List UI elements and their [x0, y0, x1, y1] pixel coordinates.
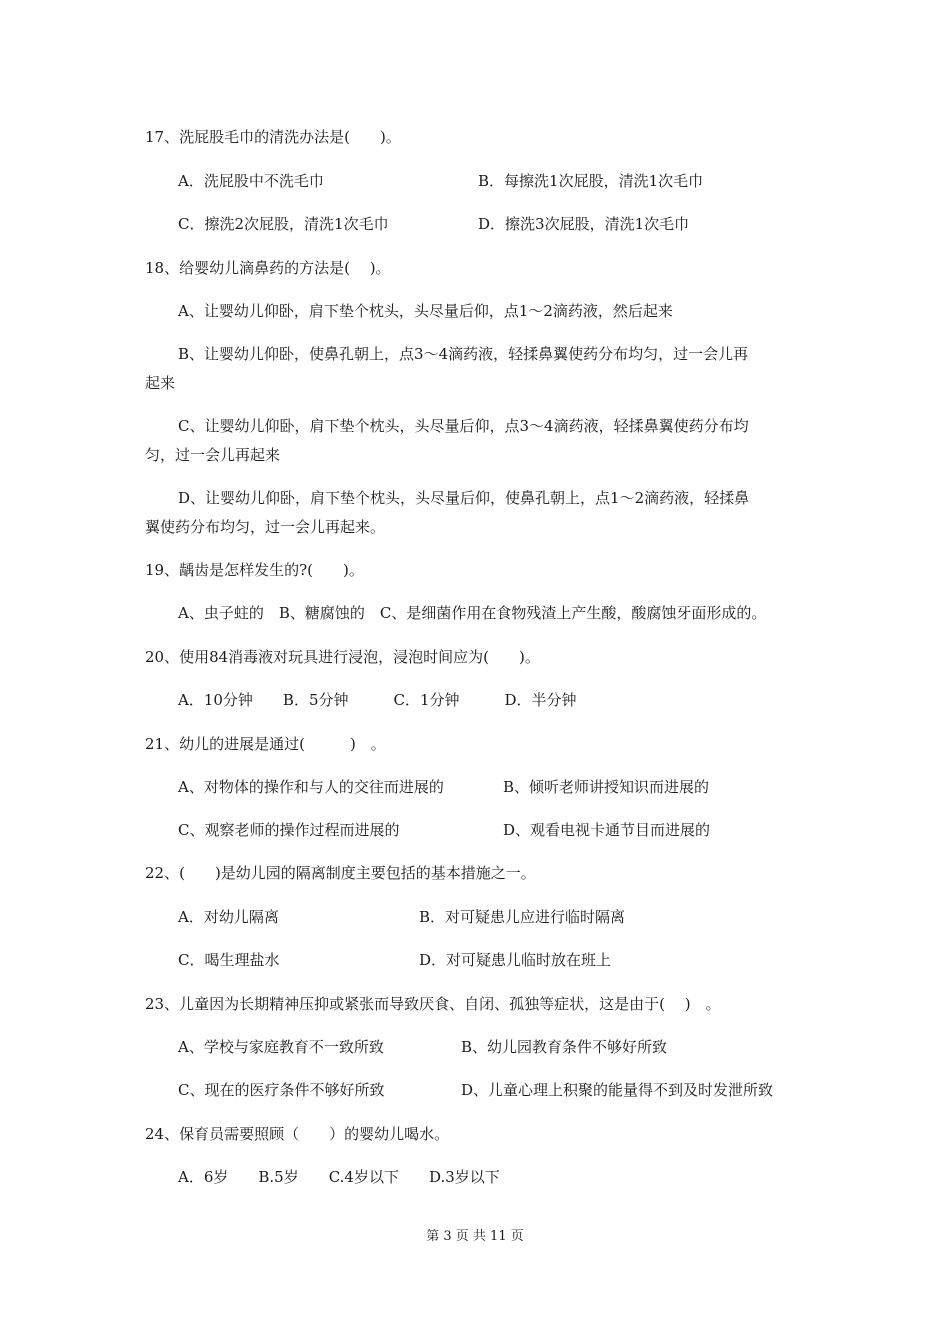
question-18-option-b-continued: 起来 — [145, 374, 176, 392]
question-17-option-d: D．擦洗3次屁股，清洗1次毛巾 — [478, 215, 690, 233]
question-20-options: A．10分钟 B．5分钟 C．1分钟 D．半分钟 — [178, 691, 577, 709]
question-19-options: A、虫子蛀的 B、糖腐蚀的 C、是细菌作用在食物残渣上产生酸，酸腐蚀牙面形成的。 — [178, 604, 767, 622]
question-24-options: A．6岁 B.5岁 C.4岁以下 D.3岁以下 — [178, 1168, 500, 1186]
question-20-stem: 20、使用84消毒液对玩具进行浸泡，浸泡时间应为( )。 — [145, 648, 540, 666]
question-18-option-a: A、让婴幼儿仰卧，肩下垫个枕头，头尽量后仰，点1～2滴药液，然后起来 — [178, 302, 673, 320]
question-19-stem: 19、龋齿是怎样发生的?( )。 — [145, 561, 364, 579]
question-22-option-d: D．对可疑患儿临时放在班上 — [419, 951, 612, 969]
question-18-option-d: D、让婴幼儿仰卧，肩下垫个枕头，头尽量后仰，使鼻孔朝上，点1～2滴药液，轻揉鼻 — [178, 489, 750, 507]
question-17-option-a: A．洗屁股中不洗毛巾 — [178, 172, 324, 190]
question-21-option-a: A、对物体的操作和与人的交往而进展的 — [178, 778, 444, 796]
question-22-option-b: B．对可疑患儿应进行临时隔离 — [419, 908, 626, 926]
question-23-option-b: B、幼儿园教育条件不够好所致 — [461, 1038, 668, 1056]
question-17-option-c: C．擦洗2次屁股，清洗1次毛巾 — [178, 215, 389, 233]
question-22-stem: 22、( )是幼儿园的隔离制度主要包括的基本措施之一。 — [145, 864, 536, 882]
question-17-stem: 17、洗屁股毛巾的清洗办法是( )。 — [145, 128, 401, 146]
question-23-option-a: A、学校与家庭教育不一致所致 — [178, 1038, 384, 1056]
question-18-option-c-continued: 匀，过一会儿再起来 — [145, 446, 281, 464]
question-21-option-d: D、观看电视卡通节目而进展的 — [503, 821, 711, 839]
question-23-stem: 23、儿童因为长期精神压抑或紧张而导致厌食、自闭、孤独等症状，这是由于( ) 。 — [145, 995, 721, 1013]
question-18-option-c: C、让婴幼儿仰卧，肩下垫个枕头，头尽量后仰，点3～4滴药液，轻揉鼻翼使药分布均 — [178, 417, 749, 435]
question-21-option-b: B、倾听老师讲授知识而进展的 — [503, 778, 710, 796]
question-22-option-a: A．对幼儿隔离 — [178, 908, 279, 926]
question-24-stem: 24、保育员需要照顾（ ）的婴幼儿喝水。 — [145, 1125, 450, 1143]
page-footer: 第 3 页 共 11 页 — [426, 1229, 524, 1244]
question-21-option-c: C、观察老师的操作过程而进展的 — [178, 821, 400, 839]
question-23-option-c: C、现在的医疗条件不够好所致 — [178, 1081, 385, 1099]
question-23-option-d: D、儿童心理上积聚的能量得不到及时发泄所致 — [461, 1081, 774, 1099]
question-18-option-d-continued: 翼使药分布均匀，过一会儿再起来。 — [145, 518, 386, 536]
question-22-option-c: C．喝生理盐水 — [178, 951, 280, 969]
question-21-stem: 21、幼儿的进展是通过( ) 。 — [145, 735, 386, 753]
question-17-option-b: B．每擦洗1次屁股，清洗1次毛巾 — [478, 172, 704, 190]
question-18-stem: 18、给婴幼儿滴鼻药的方法是( )。 — [145, 259, 391, 277]
question-18-option-b: B、让婴幼儿仰卧，使鼻孔朝上，点3～4滴药液，轻揉鼻翼使药分布均匀，过一会儿再 — [178, 345, 749, 363]
